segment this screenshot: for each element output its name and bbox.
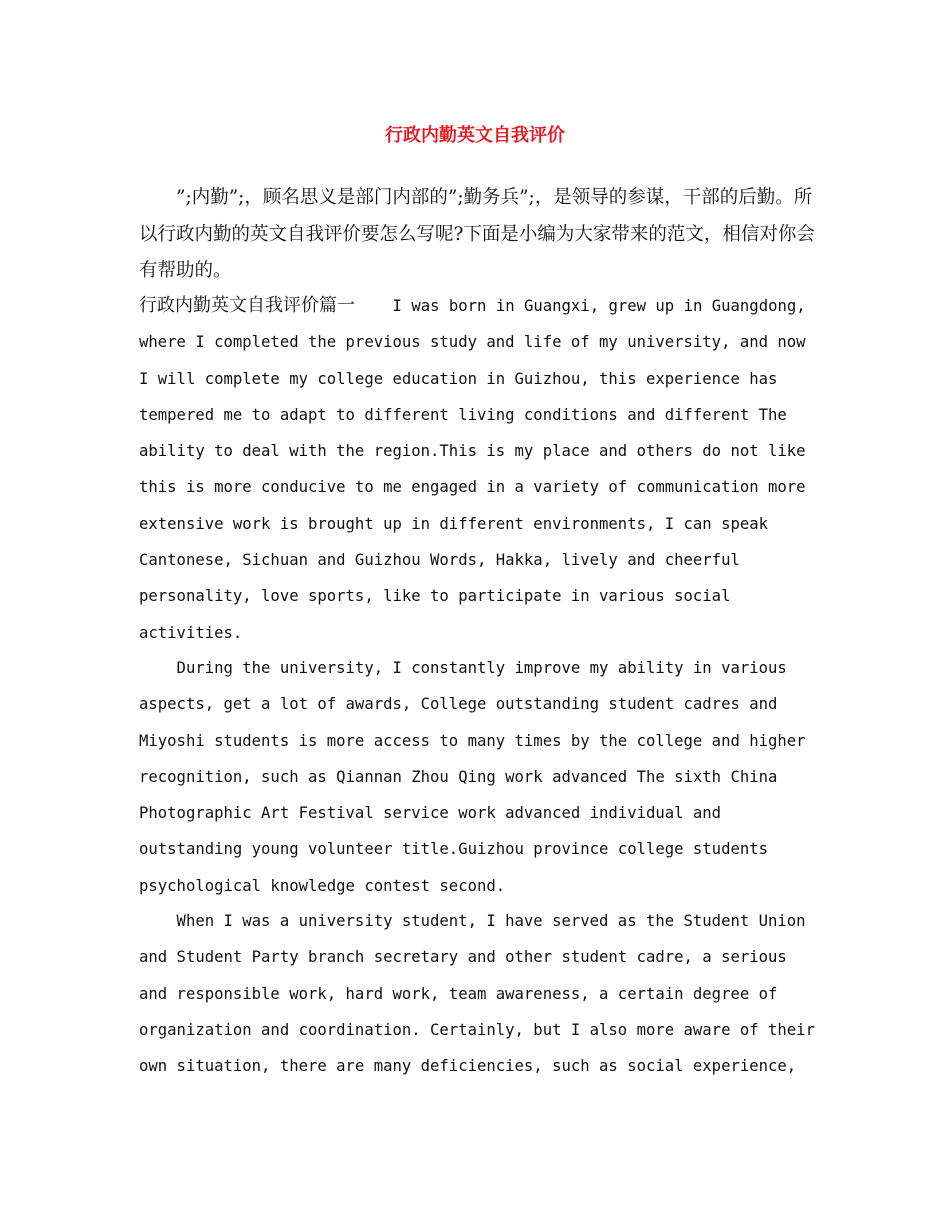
paragraph-1: [139, 288, 819, 651]
paragraph-1-line: where I completed the previous study and life of my university, and now: [139, 333, 806, 352]
paragraph-2: [139, 650, 819, 904]
paragraph-1-line: ability to deal with the region.This is my place and others do not like: [139, 442, 806, 461]
paragraph-1-line: personality, love sports, like to participate in various social: [139, 587, 731, 606]
document-title: 行政内勤英文自我评价: [385, 125, 565, 146]
paragraph-3: [139, 903, 819, 1084]
paragraph-3-line: When I was a university student, I have served as the Student Union: [139, 912, 806, 930]
paragraph-2-line: recognition, such as Qiannan Zhou Qing work advanced The sixth China: [139, 767, 778, 786]
paragraph-3-line: own situation, there are many deficiencies, such as social experience,: [139, 1057, 797, 1076]
paragraph-1-line: extensive work is brought up in different environments, I can speak: [139, 514, 769, 533]
paragraph-2-line: Photographic Art Festival service work advanced individual and: [139, 804, 722, 823]
paragraph-1-line: I will complete my college education in Guizhou, this experience has: [139, 369, 778, 388]
paragraph-1-line: I was born in Guangxi, grew up in Guangdong,: [355, 297, 806, 315]
intro-paragraph: ”;内勤”;，顾名思义是部门内部的”;勤务兵”;，是领导的参谋，干部的后勤。所以行政内勤的英文自我评价要怎么写呢?下面是小编为大家带来的范文，相信对你会有帮助的。: [139, 187, 815, 281]
paragraph-1-line: Cantonese, Sichuan and Guizhou Words, Hakka, lively and cheerful: [139, 551, 740, 570]
section-heading: 行政内勤英文自我评价篇一: [139, 295, 355, 316]
paragraph-3-line: organization and coordination. Certainly, but I also more aware of their: [139, 1020, 815, 1039]
paragraph-2-line: psychological knowledge contest second.: [139, 876, 506, 895]
paragraph-2-line: During the university, I constantly improve my ability in various: [139, 659, 787, 677]
paragraph-3-line: and responsible work, hard work, team awareness, a certain degree of: [139, 984, 778, 1003]
paragraph-1-line: tempered me to adapt to different living conditions and different The: [139, 405, 787, 424]
paragraph-2-line: aspects, get a lot of awards, College outstanding student cadres and: [139, 695, 778, 714]
paragraph-3-line: and Student Party branch secretary and other student cadre, a serious: [139, 948, 787, 967]
paragraph-2-line: outstanding young volunteer title.Guizhou province college students: [139, 840, 769, 859]
paragraph-1-line: activities.: [139, 623, 243, 642]
paragraph-2-line: Miyoshi students is more access to many times by the college and higher: [139, 731, 806, 750]
paragraph-1-line: this is more conducive to me engaged in a variety of communication more: [139, 478, 806, 497]
